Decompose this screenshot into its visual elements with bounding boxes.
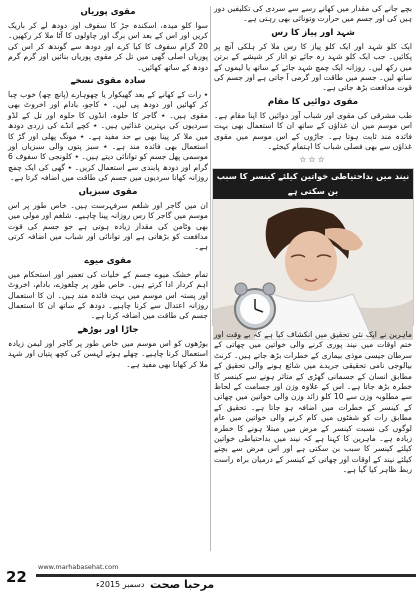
section-heading: مقوی پوریاں	[80, 7, 136, 17]
section-paragraph: ایک کلو شہد اور ایک کلو پیاز کا رس ملا کر ہلکی آنچ پر پکائیں۔ جب ایک کلو شہد رہ جائے تو اتار کر شیشے کے برتن میں رکھ لیں۔ روزانہ ایک چمچ شہد جائے کے ساتھ یا لیموں کے ساتھ لیں۔ جسم میں طاقت اور گرمی آ جاتی ہے اور جسم کی قوت مدافعت بڑھ جاتی ہے۔	[214, 41, 412, 93]
left-column	[8, 4, 208, 373]
woman-alarm-clock-image	[213, 199, 413, 340]
photo-headline: نیند میں بداحتیاطی خواتین کیلئے کینسر کا سبب بن سکتی ہے	[213, 169, 413, 199]
issue-date: دسمبر 2015ء	[96, 580, 145, 589]
section-heading: سادہ مقوی نسخے	[70, 76, 146, 87]
section-paragraph: سوا کلو میدہ، اسکندہ جڑ کا سفوف اور دودھ لے کر باریک کریں اور اس کے بعد اس برگ اور چاولوں کا آٹا ملا کر رکھیں۔ 20 گرام سفوف کا کیا کرے اور دودھ سے گوندھ کر اس کی پوریاں اصلی گھی میں تل کر مقوی پوریاں بنائیں اور گرم گرم دودھ کے ساتھ کھائیں۔	[8, 21, 208, 72]
section-heading: مقوی دوائیں کا مقام	[267, 96, 359, 107]
section-paragraph: ٭ رات کے کھانے کے بعد گھیکوار یا چھوہارے (پانچ چھ) خوب چبا کر کھائیں اور دودھ پی لیں۔ ٭ کاجو، بادام اور اخروٹ بھی مقوی ہیں۔ ٭ گاجر کا حلوہ، انڈوں کا حلوہ اور تل کے لڈو سردیوں کی بہترین غذائیں ہیں۔ ٭ کچے انڈے کی زردی دودھ میں ملا کر پینا بھی بے حد مفید ہے۔ ٭ مونگ پھلی اور گڑ کا استعمال بھی فائدہ مند ہے۔ ٭ سبز پتوں والی سبزیاں اور موسمی پھل جسم کو توانائی دیتے ہیں۔ ٭ کلونجی کا سفوف 6 گرام اور دودھ پابندی سے استعمال کریں۔ ٭ گھی کی ایک چمچ روزانہ کھانا سردیوں میں جسم کی طاقت میں اضافہ کرتا ہے۔	[8, 90, 208, 183]
right-column	[214, 4, 412, 167]
footer-rule	[36, 574, 416, 577]
section-heading: مقوی میوے	[84, 255, 132, 266]
intro-paragraph: بچے جانے کی مقدار میں کھانے رسے سے سردی کی تکلیفیں دور ہیں کی اور جسم میں حرارت وتونائی بھی رہتی ہے۔	[214, 4, 412, 24]
section-paragraph: بوڑھوں کو اس موسم میں خاص طور پر گاجر اور لیمن زیادہ استعمال کرنا چاہیے۔ چھلے ہوئے لہسن کی کچھ پتیاں اور شہد ملا کر کھانا بھی مفید ہے۔	[8, 338, 208, 369]
section-heading: مقوی سبزیاں	[78, 186, 138, 197]
section-heading: شہد اور پیاز کا رس	[271, 27, 355, 38]
website-url[interactable]: www.marhabasehat.com	[38, 563, 119, 571]
woman-sleeping-illustration	[213, 199, 413, 340]
right-column-article	[214, 330, 412, 479]
article-paragraph: ماہرین نے ایک نئی تحقیق میں انکشاف کیا ہے کہ بے وقت اور ختم اوقات میں نیند پوری کرنے والی خواتین میں چھاتی کے سرطان جیسی موذی بیماری کے خطرات بڑھ جاتے ہیں۔ کرنٹ بیالوجی نامی تحقیقی جریدے میں شائع ہونے والی تحقیق کے مطابق انسان کے جسمانی گھڑی کے متاثر ہونے سے کینسر کا خطرہ بڑھ جاتا ہے۔ اس کے علاوہ وزن اور جسامت کے لحاظ سے مطلوبہ وزن سے 10 کلو زائد وزن والی خواتین میں چھاتی کے کینسر کے خطرات میں اضافہ ہو جاتا ہے۔ تحقیق کے مطابق رات کو شفٹوں میں کام کرنے والی خواتین میں عام لوگوں کی نسبت کینسر کے مرض میں مبتلا ہونے کا خطرہ زیادہ ہے۔ ماہرین کا کہنا ہے کہ نیند میں بداحتیاطی خواتین کیلئے کینسر کا سبب بن سکتی ہے اور اس مرض سے بچنے کیلئے نیند کے اوقات اور چھاتی کے کینسر کے درمیان براہ راست ربط ظاہر کیا گیا ہے۔	[214, 330, 412, 475]
section-paragraph: ان میں گاجر اور شلغم سرفہرست ہیں۔ خاص طور پر اس موسم میں گاجر کا رس روزانہ پینا چاہیے۔ شلغم اور مولی میں بھی وٹامن کی مقدار زیادہ ہوتی ہے جو جسم کی قوت مدافعت کو بڑھاتی ہے اور توانائی اور شباب میں اضافہ کرتی ہے۔	[8, 200, 208, 252]
magazine-brand: مرحبا صحت	[150, 578, 215, 591]
column-divider	[210, 6, 211, 551]
section-heading: جاڑا اور بوڑھے	[77, 324, 139, 335]
article-photo-box	[212, 168, 414, 326]
section-paragraph: طب مشرقی کی مقوی اور شباب آور دوائیں کا اپنا مقام ہے۔ اس موسم میں ان غذاؤں کے ساتھ ان کا استعمال بھی بہت فائدہ مند ثابت ہوتا ہے۔ جاڑوں کے اس موسم میں مقوی غذاؤں سے بھی فصلی شباب کا اہتمام کیجئے۔	[214, 110, 412, 152]
page-number: 22	[6, 568, 27, 586]
section-paragraph: تمام خشک میوے جسم کے خلیات کی تعمیر اور استحکام میں اہم کردار ادا کرتے ہیں۔ خاص طور پر چلغوزے، بادام، اخروٹ اور پستہ اس موسم میں بہت فائدہ مند ہیں۔ ان کا استعمال روزانہ اعتدال سے کرنا چاہیے۔ دودھ کے ساتھ ان کا استعمال جسم کی طاقت میں اضافہ کرتا ہے۔	[8, 269, 208, 321]
page-footer	[0, 560, 419, 595]
separator-stars: ☆☆☆	[299, 155, 327, 165]
